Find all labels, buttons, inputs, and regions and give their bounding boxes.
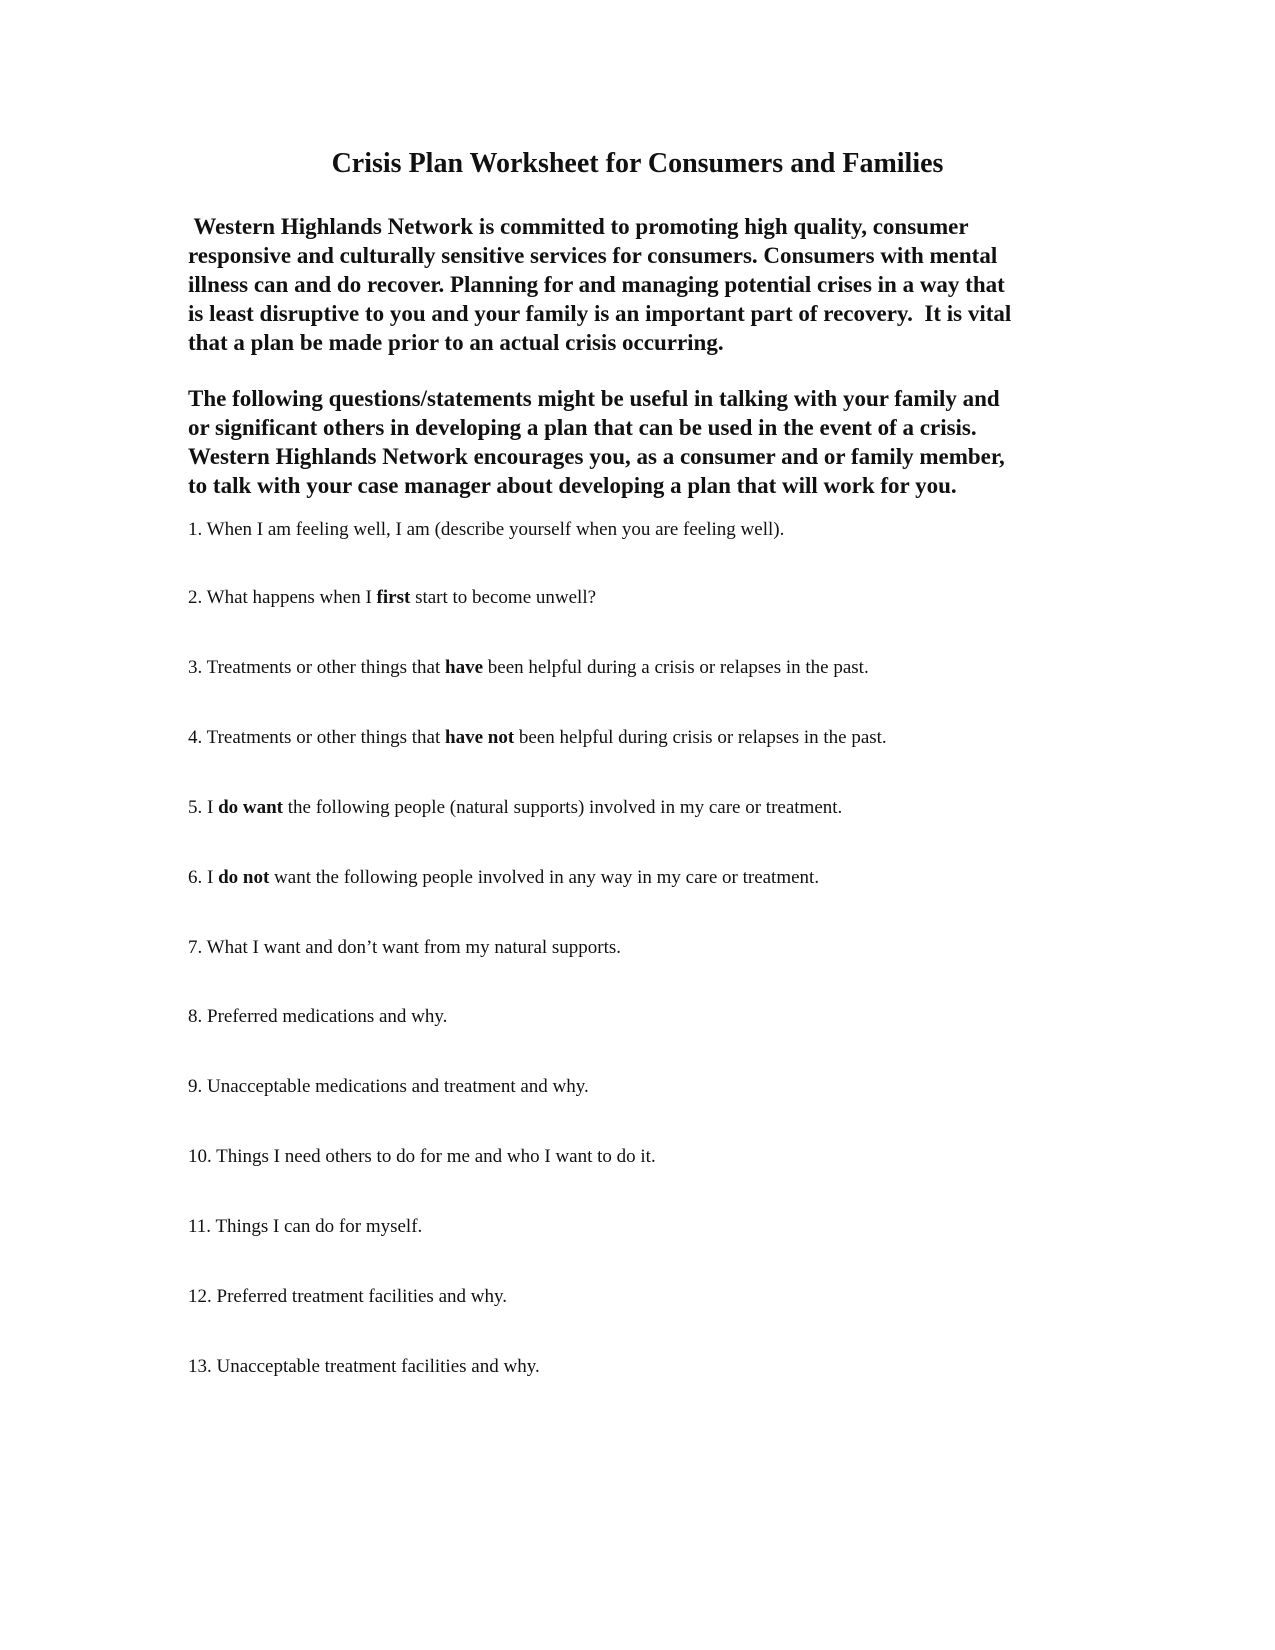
question-text-rest: start to become unwell?	[410, 587, 597, 608]
page-title: Crisis Plan Worksheet for Consumers and Families	[331, 148, 944, 179]
question-text: 11. Things I can do for myself.	[188, 1216, 423, 1237]
intro-line: Western Highlands Network is committed to promoting high quality, consumer	[188, 214, 969, 239]
guidance-line: or significant others in developing a plan that can be used in the event of a crisis.	[188, 415, 977, 440]
guidance-line: to talk with your case manager about developing a plan that will work for you.	[188, 473, 957, 498]
guidance-line: The following questions/statements might be useful in talking with your family and	[188, 386, 1000, 411]
question-emphasis: do not	[218, 867, 270, 888]
question-item	[188, 1355, 540, 1379]
intro-line: illness can and do recover. Planning for and managing potential crises in a way that	[188, 272, 1005, 297]
intro-paragraph	[188, 212, 1088, 357]
guidance-paragraph	[188, 384, 1088, 500]
question-item	[188, 1005, 447, 1029]
question-emphasis: do want	[218, 797, 284, 818]
question-item	[188, 586, 596, 610]
question-text: 12. Preferred treatment facilities and why.	[188, 1286, 508, 1307]
question-text: 6. I	[188, 867, 219, 888]
question-text: 13. Unacceptable treatment facilities and why.	[188, 1356, 540, 1377]
question-item	[188, 1215, 422, 1239]
question-emphasis: first	[376, 587, 411, 608]
question-text-rest: want the following people involved in any way in my care or treatment.	[269, 867, 820, 888]
question-item	[188, 726, 887, 750]
question-text: 10. Things I need others to do for me and who I want to do it.	[188, 1146, 656, 1167]
question-item	[188, 518, 784, 542]
question-emphasis: have	[445, 657, 484, 678]
question-item	[188, 796, 842, 820]
question-item	[188, 936, 621, 960]
question-text: 3. Treatments or other things that	[188, 657, 446, 678]
question-text: 7. What I want and don’t want from my natural supports.	[188, 937, 622, 958]
question-item	[188, 866, 819, 890]
question-text: 2. What happens when I	[188, 587, 377, 608]
question-text: 1. When I am feeling well, I am (describe yourself when you are feeling well).	[188, 519, 785, 540]
question-item	[188, 1285, 507, 1309]
question-text: 5. I	[188, 797, 219, 818]
question-text: 4. Treatments or other things that	[188, 727, 446, 748]
question-text-rest: the following people (natural supports) involved in my care or treatment.	[283, 797, 843, 818]
question-text-rest: been helpful during a crisis or relapses in the past.	[483, 657, 869, 678]
guidance-line: Western Highlands Network encourages you, as a consumer and or family member,	[188, 444, 1005, 469]
question-emphasis: have not	[445, 727, 515, 748]
question-text: 9. Unacceptable medications and treatment and why.	[188, 1076, 589, 1097]
intro-line: is least disruptive to you and your family is an important part of recovery. It is vital	[188, 301, 1012, 326]
question-item	[188, 656, 869, 680]
question-text-rest: been helpful during crisis or relapses in the past.	[514, 727, 887, 748]
question-item	[188, 1075, 589, 1099]
intro-line: that a plan be made prior to an actual crisis occurring.	[188, 330, 724, 355]
intro-line: responsive and culturally sensitive services for consumers. Consumers with mental	[188, 243, 998, 268]
question-text: 8. Preferred medications and why.	[188, 1006, 448, 1027]
question-item	[188, 1145, 656, 1169]
